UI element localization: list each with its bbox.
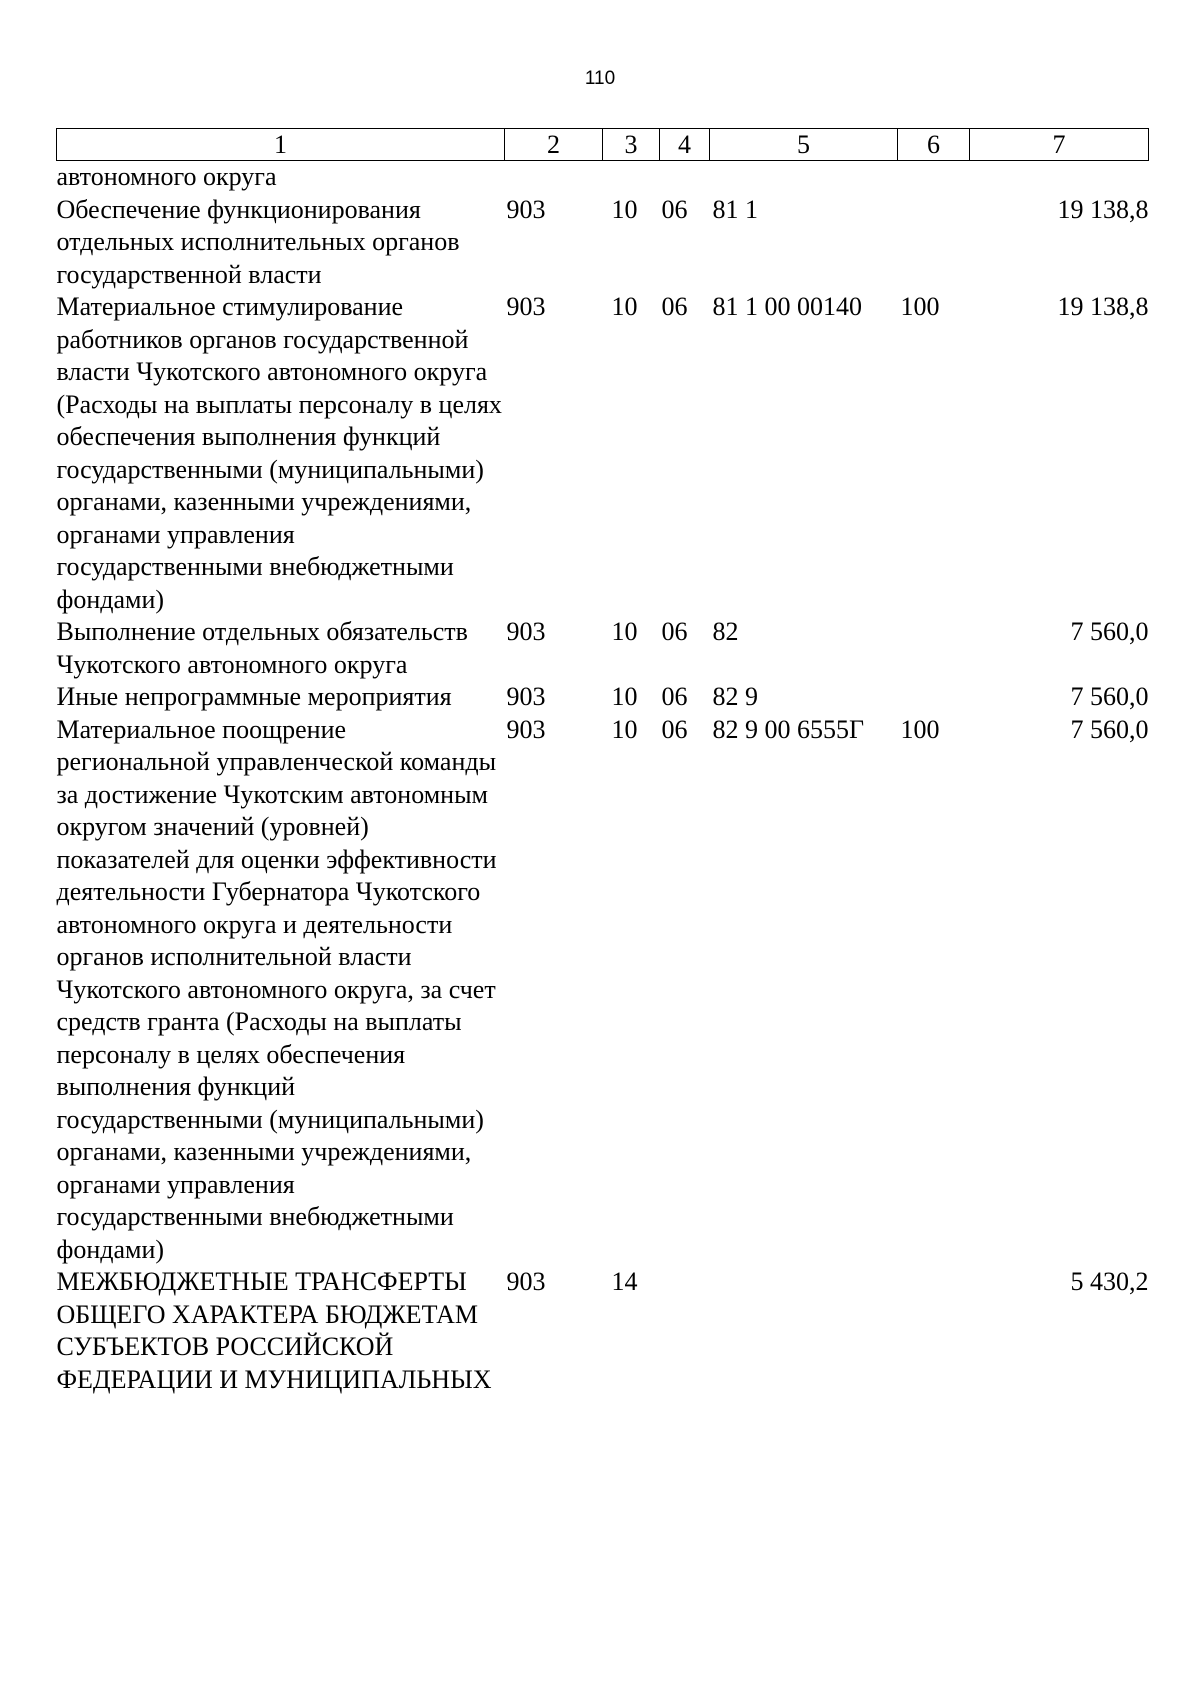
section-code <box>603 161 660 194</box>
table-row <box>57 1266 1149 1396</box>
table-row <box>57 161 1149 194</box>
section-code: 10 <box>611 714 638 744</box>
subsection-code: 06 <box>661 292 688 321</box>
row-name: Материальное поощрение региональной управленческой команды за достижение Чукотским автономным округом значений (уровней) показателей для оценки эффективности деятельности Губернатора Чукотского автономного округа и деятельности органов исполнительной власти Чукотского автономного округа, за счет средств гранта (Расходы на выплаты персоналу в целях обеспечения выполнения функций государственными (муниципальными) органами, казенными учреждениями, органами управления государственными внебюджетными фондами) <box>56 714 497 1264</box>
amount: 19 138,8 <box>1057 292 1149 321</box>
subsection-code: 06 <box>661 617 688 646</box>
amount: 7 560,0 <box>1070 682 1149 711</box>
amount: 7 560,0 <box>1070 714 1149 744</box>
subsection-code: 06 <box>661 194 688 224</box>
target-article-code: 82 9 <box>712 682 758 711</box>
ministry-code: 903 <box>506 292 546 321</box>
section-code: 10 <box>611 292 638 321</box>
subsection-code: 06 <box>661 682 688 711</box>
target-article-code: 81 1 <box>712 194 758 224</box>
target-article-code <box>710 161 898 194</box>
column-header: 4 <box>660 129 710 161</box>
budget-table <box>56 128 1149 1396</box>
row-name: Обеспечение функционирования отдельных исполнительных органов государственной власти <box>56 194 460 289</box>
subsection-code: 06 <box>661 714 688 744</box>
table-row <box>57 616 1149 681</box>
ministry-code <box>505 161 603 194</box>
target-article-code <box>710 1266 898 1396</box>
page-number: 110 <box>584 68 616 89</box>
column-header: 7 <box>970 129 1149 161</box>
target-article-code: 81 1 00 00140 <box>712 292 862 321</box>
amount: 7 560,0 <box>1070 617 1149 646</box>
amount: 5 430,2 <box>1070 1267 1149 1296</box>
expense-type-code <box>898 681 970 714</box>
row-name: МЕЖБЮДЖЕТНЫЕ ТРАНСФЕРТЫ ОБЩЕГО ХАРАКТЕРА БЮДЖЕТАМ СУБЪЕКТОВ РОССИЙСКОЙ ФЕДЕРАЦИИ И МУНИЦИПАЛЬНЫХ <box>56 1267 492 1394</box>
section-code: 10 <box>611 194 638 224</box>
column-number-row <box>57 129 1149 161</box>
amount: 19 138,8 <box>1057 194 1149 224</box>
subsection-code <box>660 1266 710 1396</box>
table-row <box>57 714 1149 1267</box>
table-row <box>57 194 1149 292</box>
row-name: Выполнение отдельных обязательств Чукотского автономного округа <box>56 617 468 679</box>
table-row <box>57 681 1149 714</box>
ministry-code: 903 <box>506 194 546 224</box>
expense-type-code <box>898 616 970 681</box>
column-header: 2 <box>505 129 603 161</box>
amount <box>970 161 1149 194</box>
ministry-code: 903 <box>506 714 546 744</box>
column-header: 5 <box>710 129 898 161</box>
expense-type-code: 100 <box>900 714 940 744</box>
expense-type-code <box>898 1266 970 1396</box>
ministry-code: 903 <box>506 617 546 646</box>
target-article-code: 82 <box>712 617 739 646</box>
expense-type-code <box>898 161 970 194</box>
row-name: автономного округа <box>56 162 277 191</box>
expense-type-code: 100 <box>900 292 940 321</box>
table-row <box>57 291 1149 616</box>
column-header: 1 <box>57 129 505 161</box>
column-header: 3 <box>603 129 660 161</box>
target-article-code: 82 9 00 6555Г <box>712 714 865 744</box>
row-name: Иные непрограммные мероприятия <box>56 682 452 711</box>
ministry-code: 903 <box>506 1267 546 1296</box>
expense-type-code <box>898 194 970 292</box>
column-header: 6 <box>898 129 970 161</box>
row-name: Материальное стимулирование работников органов государственной власти Чукотского автономного округа (Расходы на выплаты персоналу в целях обеспечения выполнения функций государственными (муниципальными) органами, казенными учреждениями, органами управления государственными внебюджетными фондами) <box>56 292 502 614</box>
section-code: 14 <box>611 1267 638 1296</box>
ministry-code: 903 <box>506 682 546 711</box>
subsection-code <box>660 161 710 194</box>
section-code: 10 <box>611 617 638 646</box>
section-code: 10 <box>611 682 638 711</box>
